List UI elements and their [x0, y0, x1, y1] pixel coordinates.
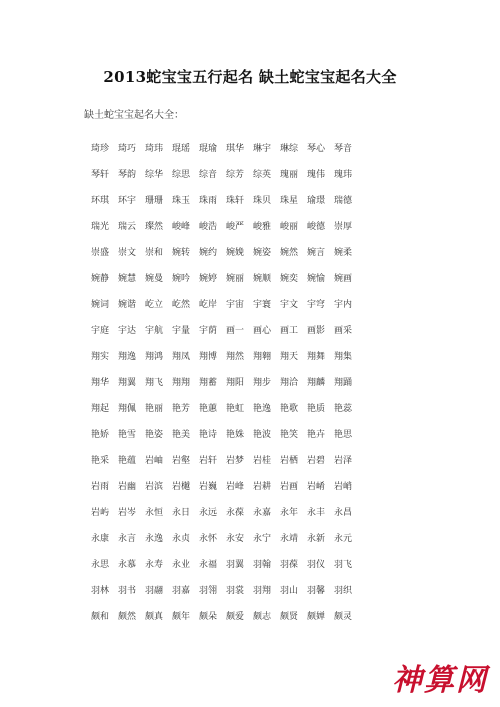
- name-cell: 琳宇: [253, 143, 272, 154]
- name-cell: 岩壑: [172, 455, 191, 466]
- name-cell: 婉奕: [280, 273, 299, 284]
- name-cell: 琳综: [280, 143, 299, 154]
- name-cell: 永逸: [145, 533, 164, 544]
- name-cell: 岩峰: [226, 481, 245, 492]
- name-cell: 画影: [307, 325, 326, 336]
- name-cell: 璨然: [145, 221, 164, 232]
- name-cell: 峻峰: [172, 221, 191, 232]
- name-cell: 翔踊: [334, 377, 353, 388]
- name-cell: 婉顺: [253, 273, 272, 284]
- name-cell: 翔洽: [280, 377, 299, 388]
- name-row: [91, 576, 361, 602]
- name-row: [91, 342, 361, 368]
- name-cell: 岩轩: [199, 455, 218, 466]
- name-cell: 画采: [334, 325, 353, 336]
- name-cell: 羽葆: [280, 559, 299, 570]
- name-cell: 永新: [307, 533, 326, 544]
- name-row: [91, 446, 361, 472]
- name-cell: 宇庭: [91, 325, 110, 336]
- name-cell: 翔鸿: [145, 351, 164, 362]
- name-cell: 颇年: [172, 611, 191, 622]
- name-cell: 婉言: [307, 247, 326, 258]
- name-cell: 翔步: [253, 377, 272, 388]
- name-cell: 婉词: [91, 299, 110, 310]
- name-cell: 岩崤: [307, 481, 326, 492]
- name-cell: 瑰伟: [307, 169, 326, 180]
- section-label: 缺土蛇宝宝起名大全：: [84, 110, 184, 121]
- name-cell: 婉婷: [199, 273, 218, 284]
- name-cell: 珠雨: [199, 195, 218, 206]
- name-cell: 宇穹: [307, 299, 326, 310]
- name-cell: 琦巧: [118, 143, 137, 154]
- name-cell: 综英: [253, 169, 272, 180]
- name-cell: 翔飞: [145, 377, 164, 388]
- name-cell: 艳逸: [253, 403, 272, 414]
- name-cell: 羽仪: [307, 559, 326, 570]
- name-cell: 琦玮: [145, 143, 164, 154]
- name-cell: 艳丽: [145, 403, 164, 414]
- name-cell: 翔舞: [307, 351, 326, 362]
- name-cell: 艳姿: [145, 429, 164, 440]
- name-cell: 画一: [226, 325, 245, 336]
- name-cell: 岩栖: [280, 455, 299, 466]
- name-cell: 综华: [145, 169, 164, 180]
- name-cell: 艳笑: [280, 429, 299, 440]
- name-cell: 屹岸: [199, 299, 218, 310]
- name-cell: 艳蕊: [334, 403, 353, 414]
- name-row: [91, 420, 361, 446]
- name-cell: 颇婵: [307, 611, 326, 622]
- name-cell: 羽织: [334, 585, 353, 596]
- name-cell: 永恒: [145, 507, 164, 518]
- name-cell: 峻德: [307, 221, 326, 232]
- name-cell: 琴心: [307, 143, 326, 154]
- name-cell: 永怀: [199, 533, 218, 544]
- name-row: [91, 238, 361, 264]
- name-cell: 婉慧: [118, 273, 137, 284]
- name-cell: 羽馨: [307, 585, 326, 596]
- name-cell: 珠轩: [226, 195, 245, 206]
- name-cell: 岩梦: [226, 455, 245, 466]
- name-cell: 永元: [334, 533, 353, 544]
- name-cell: 翔阳: [226, 377, 245, 388]
- name-cell: 颇贤: [280, 611, 299, 622]
- name-cell: 瑜璟: [307, 195, 326, 206]
- name-cell: 艳姝: [226, 429, 245, 440]
- name-row: [91, 524, 361, 550]
- name-cell: 宇宙: [226, 299, 245, 310]
- name-cell: 婉画: [334, 273, 353, 284]
- name-cell: 羽书: [118, 585, 137, 596]
- name-cell: 翔翼: [118, 377, 137, 388]
- name-cell: 翔佩: [118, 403, 137, 414]
- name-cell: 婉约: [199, 247, 218, 258]
- name-cell: 琴轩: [91, 169, 110, 180]
- name-cell: 艳波: [253, 429, 272, 440]
- name-cell: 崇文: [118, 247, 137, 258]
- name-cell: 永嘉: [253, 507, 272, 518]
- name-cell: 瑰玮: [334, 169, 353, 180]
- name-cell: 宇量: [172, 325, 191, 336]
- name-cell: 羽翮: [145, 585, 164, 596]
- name-row: [91, 394, 361, 420]
- name-cell: 岩雨: [91, 481, 110, 492]
- name-cell: 艳虹: [226, 403, 245, 414]
- name-cell: 羽飞: [334, 559, 353, 570]
- name-cell: 瑞德: [334, 195, 353, 206]
- page-title: 2013蛇宝宝五行起名 缺土蛇宝宝起名大全: [103, 68, 397, 86]
- name-cell: 屹然: [172, 299, 191, 310]
- name-row: [91, 472, 361, 498]
- name-cell: 翔翔: [172, 377, 191, 388]
- name-cell: 琴韵: [118, 169, 137, 180]
- name-cell: 颇和: [91, 611, 110, 622]
- name-cell: 宇内: [334, 299, 353, 310]
- name-cell: 环琪: [91, 195, 110, 206]
- name-cell: 峻严: [226, 221, 245, 232]
- name-cell: 永年: [280, 507, 299, 518]
- name-cell: 羽裳: [226, 585, 245, 596]
- name-cell: 羽林: [91, 585, 110, 596]
- name-cell: 岩滨: [145, 481, 164, 492]
- name-cell: 瑞光: [91, 221, 110, 232]
- name-cell: 颇爱: [226, 611, 245, 622]
- name-cell: 环宇: [118, 195, 137, 206]
- name-cell: 琨瑶: [172, 143, 191, 154]
- name-cell: 艳美: [172, 429, 191, 440]
- name-cell: 颇灵: [334, 611, 353, 622]
- name-cell: 岩泽: [334, 455, 353, 466]
- name-cell: 综芳: [226, 169, 245, 180]
- name-cell: 颇然: [118, 611, 137, 622]
- watermark-logo: 神算网: [392, 663, 488, 698]
- name-cell: 岩桂: [253, 455, 272, 466]
- name-cell: 永思: [91, 559, 110, 570]
- name-cell: 珠玉: [172, 195, 191, 206]
- name-row: [91, 186, 361, 212]
- name-cell: 琦珍: [91, 143, 110, 154]
- name-cell: 崇盛: [91, 247, 110, 258]
- name-cell: 羽嘉: [172, 585, 191, 596]
- name-cell: 岩岫: [145, 455, 164, 466]
- name-cell: 艳蕙: [199, 403, 218, 414]
- name-cell: 岩耕: [253, 481, 272, 492]
- name-row: [91, 368, 361, 394]
- name-cell: 永福: [199, 559, 218, 570]
- name-cell: 婉娩: [226, 247, 245, 258]
- name-cell: 翔华: [91, 377, 110, 388]
- name-cell: 艳采: [91, 455, 110, 466]
- name-row: [91, 498, 361, 524]
- name-cell: 婉吟: [172, 273, 191, 284]
- name-cell: 永康: [91, 533, 110, 544]
- name-cell: 颇志: [253, 611, 272, 622]
- name-cell: 翔然: [226, 351, 245, 362]
- name-cell: 宇航: [145, 325, 164, 336]
- name-cell: 艳卉: [307, 429, 326, 440]
- name-row: [91, 550, 361, 576]
- name-cell: 婉柔: [334, 247, 353, 258]
- name-cell: 永远: [199, 507, 218, 518]
- name-cell: 婉曼: [145, 273, 164, 284]
- name-cell: 永业: [172, 559, 191, 570]
- name-cell: 岩岑: [118, 507, 137, 518]
- name-cell: 颇真: [145, 611, 164, 622]
- name-cell: 珊珊: [145, 195, 164, 206]
- name-cell: 翔翱: [253, 351, 272, 362]
- name-cell: 琨瑜: [199, 143, 218, 154]
- name-cell: 峻丽: [280, 221, 299, 232]
- name-cell: 永宁: [253, 533, 272, 544]
- name-cell: 羽山: [280, 585, 299, 596]
- name-cell: 羽翎: [199, 585, 218, 596]
- name-cell: 羽翰: [253, 559, 272, 570]
- name-cell: 翔逸: [118, 351, 137, 362]
- name-cell: 画心: [253, 325, 272, 336]
- name-cell: 翔蓄: [199, 377, 218, 388]
- name-cell: 岩樾: [172, 481, 191, 492]
- name-cell: 羽翔: [253, 585, 272, 596]
- name-cell: 综音: [199, 169, 218, 180]
- name-cell: 翔凤: [172, 351, 191, 362]
- name-cell: 岩屿: [91, 507, 110, 518]
- name-cell: 画工: [280, 325, 299, 336]
- name-cell: 宇寰: [253, 299, 272, 310]
- name-cell: 永葆: [226, 507, 245, 518]
- name-cell: 艳芳: [172, 403, 191, 414]
- name-cell: 永贞: [172, 533, 191, 544]
- name-cell: 婉然: [280, 247, 299, 258]
- name-cell: 永丰: [307, 507, 326, 518]
- name-cell: 峻雅: [253, 221, 272, 232]
- name-cell: 岩画: [280, 481, 299, 492]
- name-cell: 婉姿: [253, 247, 272, 258]
- name-cell: 珠贝: [253, 195, 272, 206]
- name-cell: 宇文: [280, 299, 299, 310]
- name-cell: 琪华: [226, 143, 245, 154]
- name-cell: 艳质: [307, 403, 326, 414]
- name-cell: 艳娇: [91, 429, 110, 440]
- name-cell: 翔起: [91, 403, 110, 414]
- name-cell: 岩碧: [307, 455, 326, 466]
- name-cell: 崇和: [145, 247, 164, 258]
- name-cell: 永慕: [118, 559, 137, 570]
- name-cell: 岩幽: [118, 481, 137, 492]
- name-grid: [91, 134, 361, 628]
- name-cell: 婉愉: [307, 273, 326, 284]
- name-cell: 峻浩: [199, 221, 218, 232]
- name-cell: 艳歌: [280, 403, 299, 414]
- name-cell: 永昌: [334, 507, 353, 518]
- name-cell: 永日: [172, 507, 191, 518]
- name-cell: 翔博: [199, 351, 218, 362]
- name-cell: 翔天: [280, 351, 299, 362]
- name-cell: 艳蕴: [118, 455, 137, 466]
- name-cell: 岩巍: [199, 481, 218, 492]
- name-cell: 岩峭: [334, 481, 353, 492]
- name-cell: 崇厚: [334, 221, 353, 232]
- name-cell: 颇朵: [199, 611, 218, 622]
- name-cell: 羽翼: [226, 559, 245, 570]
- name-cell: 永言: [118, 533, 137, 544]
- name-cell: 屹立: [145, 299, 164, 310]
- name-cell: 永靖: [280, 533, 299, 544]
- name-row: [91, 160, 361, 186]
- name-cell: 宇达: [118, 325, 137, 336]
- name-cell: 艳诗: [199, 429, 218, 440]
- name-row: [91, 264, 361, 290]
- name-cell: 永安: [226, 533, 245, 544]
- name-cell: 艳雪: [118, 429, 137, 440]
- name-cell: 瑰丽: [280, 169, 299, 180]
- name-cell: 珠星: [280, 195, 299, 206]
- name-cell: 翔集: [334, 351, 353, 362]
- name-cell: 艳思: [334, 429, 353, 440]
- name-cell: 婉谐: [118, 299, 137, 310]
- name-cell: 翔实: [91, 351, 110, 362]
- name-row: [91, 290, 361, 316]
- name-row: [91, 316, 361, 342]
- name-row: [91, 134, 361, 160]
- name-row: [91, 602, 361, 628]
- name-row: [91, 212, 361, 238]
- name-cell: 宇荫: [199, 325, 218, 336]
- name-cell: 永寿: [145, 559, 164, 570]
- name-cell: 婉丽: [226, 273, 245, 284]
- name-cell: 综思: [172, 169, 191, 180]
- name-cell: 翔麟: [307, 377, 326, 388]
- name-cell: 婉转: [172, 247, 191, 258]
- name-cell: 婉静: [91, 273, 110, 284]
- name-cell: 瑞云: [118, 221, 137, 232]
- name-cell: 琴音: [334, 143, 353, 154]
